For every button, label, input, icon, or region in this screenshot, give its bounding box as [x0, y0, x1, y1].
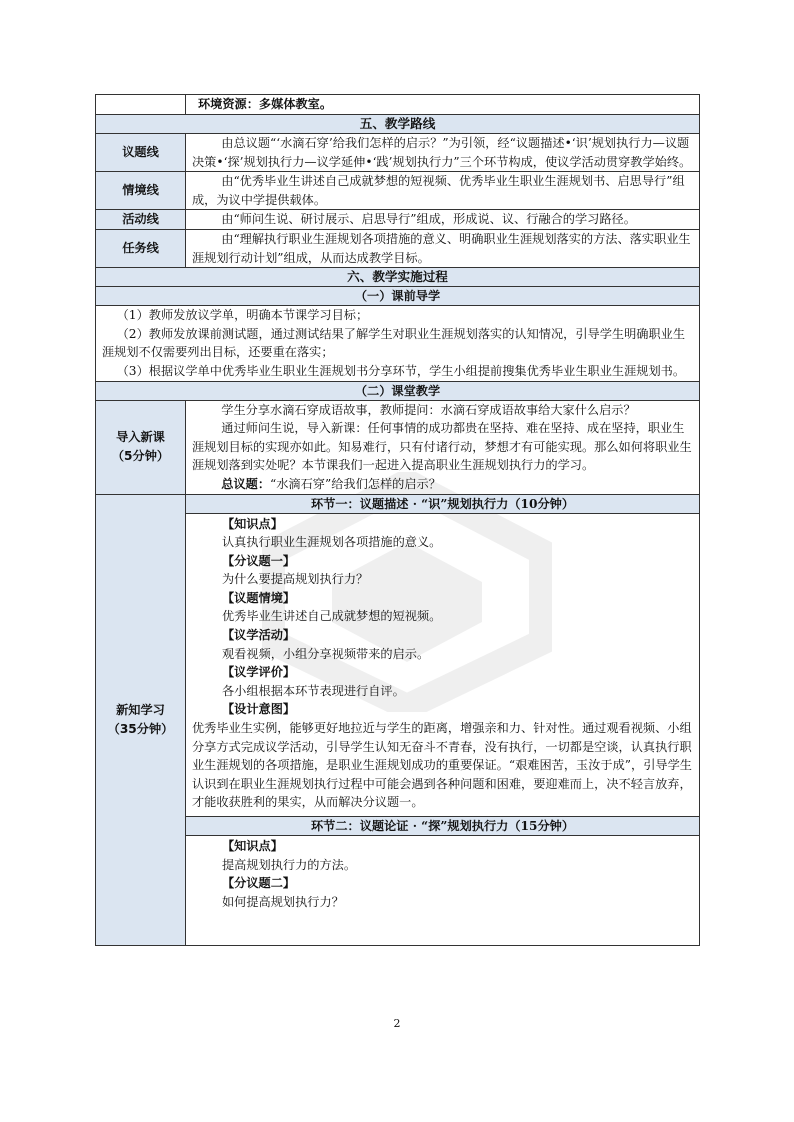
- route-text-qingjing: 由“优秀毕业生讲述自己成就梦想的短视频、优秀毕业生职业生涯规划书、启思导行”组成，为议中学提供载体。: [192, 174, 685, 207]
- section-6-heading: 六、教学实施过程: [96, 268, 700, 287]
- segment-2-body: [186, 836, 699, 945]
- route-row-yiti: [96, 134, 700, 172]
- segment-2-heading: 环节二：议题论证 · “探”规划执行力（15分钟）: [186, 816, 699, 836]
- part-2-heading: （二）课堂教学: [96, 381, 700, 400]
- new-time: （35分钟）: [107, 721, 174, 736]
- intro-row: [96, 400, 700, 494]
- seg1-situation-text: 优秀毕业生讲述自己成就梦想的短视频。: [222, 609, 442, 624]
- route-label-yiti: 议题线: [96, 134, 186, 172]
- intro-para-1: 学生分享水滴石穿成语故事，教师提问：水滴石穿成语故事给大家什么启示？: [221, 402, 636, 417]
- intro-para-2: 通过师问生说，导入新课：任何事情的成功都贵在坚持、难在坚持、成在坚持，职业生涯规划目标的实现亦如此。知易难行，只有付诸行动，梦想才有可能实现。那么如何将职业生涯规划落到实处呢？本节课我们一起进入提高职业生涯规划执行力的学习。: [192, 421, 692, 473]
- seg1-knowledge-text: 认真执行职业生涯规划各项措施的意义。: [222, 535, 442, 550]
- seg1-question-text: 为什么要提高规划执行力？: [222, 572, 369, 587]
- segment-1-body: [186, 514, 699, 817]
- intro-label: 导入新课: [116, 430, 165, 445]
- intro-main-topic-text: “水滴石穿”给我们怎样的启示？: [270, 476, 441, 491]
- part-1-heading: （一）课前导学: [96, 287, 700, 306]
- new-label: 新知学习: [116, 703, 165, 718]
- seg1-design-text: 优秀毕业生实例，能够更好地拉近与学生的距离，增强亲和力、针对性。通过观看视频、小组分享方式完成议学活动，引导学生认知无奋斗不青春，没有执行，一切都是空谈，认真执行职业生涯规划的各项措施，是职业生涯规划成功的重要保证。“艰难困苦，玉汝于成”，引导学生认识到在职业生涯规划执行过程中可能会遇到各种问题和困难，要迎难而上，决不轻言放弃，才能收获胜利的果实，从而解决分议题一。: [192, 721, 692, 810]
- seg2-knowledge-tag: 【知识点】: [222, 839, 283, 853]
- seg1-knowledge-tag: 【知识点】: [222, 516, 283, 531]
- route-text-renwu: 由“理解执行职业生涯规划各项措施的意义、明确职业生涯规划落实的方法、落实职业生涯规划行动计划”组成，从而达成教学目标。: [192, 231, 691, 265]
- route-row-renwu: [96, 229, 700, 267]
- segment-1-heading: 环节一：议题描述 · “识”规划执行力（10分钟）: [186, 495, 699, 514]
- seg2-knowledge-text: 提高规划执行力的方法。: [222, 857, 357, 872]
- pre-item-3: （3）根据议学单中优秀毕业生职业生涯规划书分享环节，学生小组提前搜集优秀毕业生职业生涯规划书。: [116, 363, 686, 378]
- seg1-activity-text: 观看视频，小组分享视频带来的启示。: [222, 646, 430, 661]
- intro-time: （5分钟）: [111, 449, 170, 464]
- seg2-question-text: 如何提高规划执行力？: [222, 894, 344, 909]
- lesson-plan-table: [95, 94, 700, 946]
- section-5-heading: 五、教学路线: [96, 115, 700, 134]
- route-row-qingjing: [96, 172, 700, 210]
- lesson-plan-page: [95, 94, 699, 946]
- seg1-evaluation-text: 各小组根据本环节表现进行自评。: [222, 683, 405, 698]
- seg1-situation-tag: 【议题情境】: [222, 590, 296, 605]
- seg1-question-tag: 【分议题一】: [222, 553, 296, 568]
- route-text-huodong: 由“师问生说、研讨展示、启思导行”组成，形成说、议、行融合的学习路径。: [221, 212, 636, 227]
- intro-main-topic-label: 总议题：: [221, 476, 271, 491]
- route-text-yiti: 由总议题“‘水滴石穿’给我们怎样的启示？”为引领，经“议题描述•‘识’规划执行力—议题决策•‘探’规划执行力—议学延伸•‘践’规划执行力”三个环节构成，使议学活动贯穿教学始终。: [192, 136, 692, 169]
- pre-item-1: （1）教师发放议学单，明确本节课学习目标；: [116, 308, 369, 323]
- pre-class-row: [96, 306, 700, 381]
- route-row-huodong: [96, 210, 700, 230]
- seg1-design-tag: 【设计意图】: [222, 702, 296, 717]
- env-row: [96, 95, 700, 115]
- route-label-huodong: 活动线: [96, 210, 186, 230]
- seg1-activity-tag: 【议学活动】: [222, 628, 296, 643]
- seg2-question-tag: 【分议题二】: [222, 876, 296, 891]
- pre-item-2: （2）教师发放课前测试题，通过测试结果了解学生对职业生涯规划落实的认知情况，引导学生明确职业生涯规划不仅需要列出目标，还要重在落实；: [102, 326, 686, 360]
- env-text: 环境资源：多媒体教室。: [186, 95, 700, 115]
- seg1-evaluation-tag: 【议学评价】: [222, 665, 296, 680]
- new-knowledge-row: [96, 494, 700, 946]
- route-label-qingjing: 情境线: [96, 172, 186, 210]
- page-number: 2: [393, 1017, 401, 1030]
- route-label-renwu: 任务线: [96, 229, 186, 267]
